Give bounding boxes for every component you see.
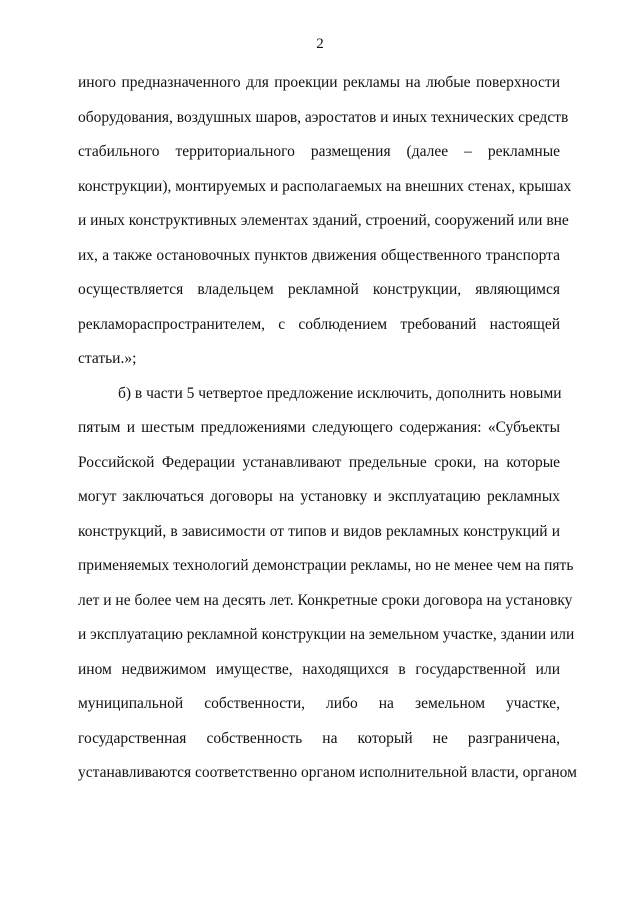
text-line: и эксплуатацию рекламной конструкции на земельном участке, здании или <box>78 626 575 643</box>
text-line: осуществляется владельцем рекламной конструкции, являющимся <box>78 281 560 298</box>
text-line: пятым и шестым предложениями следующего содержания: «Субъекты <box>78 419 560 436</box>
text-line: Российской Федерации устанавливают предельные сроки, на которые <box>78 453 560 471</box>
page-number: 2 <box>316 36 324 52</box>
text-line: рекламораспространителем, с соблюдением требований настоящей <box>78 315 560 333</box>
text-line: статьи.»; <box>78 350 137 367</box>
text-line: применяемых технологий демонстрации рекламы, но не менее чем на пять <box>78 557 574 574</box>
text-line: могут заключаться договоры на установку и эксплуатацию рекламных <box>78 488 560 505</box>
text-line: муниципальной собственности, либо на земельном участке, <box>78 695 560 712</box>
text-line: иного предназначенного для проекции рекламы на любые поверхности <box>78 74 560 91</box>
text-line: конструкций, в зависимости от типов и видов рекламных конструкций и <box>78 522 560 540</box>
document-body <box>78 72 577 797</box>
text-line: устанавливаются соответственно органом исполнительной власти, органом <box>78 764 577 781</box>
text-line: и иных конструктивных элементах зданий, строений, сооружений или вне <box>78 212 569 229</box>
text-line: лет и не более чем на десять лет. Конкретные сроки договора на установку <box>78 591 573 609</box>
text-line: конструкции), монтируемых и располагаемых на внешних стенах, крышах <box>78 177 572 195</box>
paragraph-first-line: б) в части 5 четвертое предложение исключить, дополнить новыми <box>118 384 562 402</box>
text-line: ином недвижимом имуществе, находящихся в государственной или <box>78 660 560 678</box>
text-line: государственная собственность на который не разграничена, <box>78 729 560 747</box>
text-line: оборудования, воздушных шаров, аэростатов и иных технических средств <box>78 108 569 126</box>
text-line: их, а также остановочных пунктов движения общественного транспорта <box>78 246 560 264</box>
text-line: стабильного территориального размещения (далее – рекламные <box>78 143 560 160</box>
